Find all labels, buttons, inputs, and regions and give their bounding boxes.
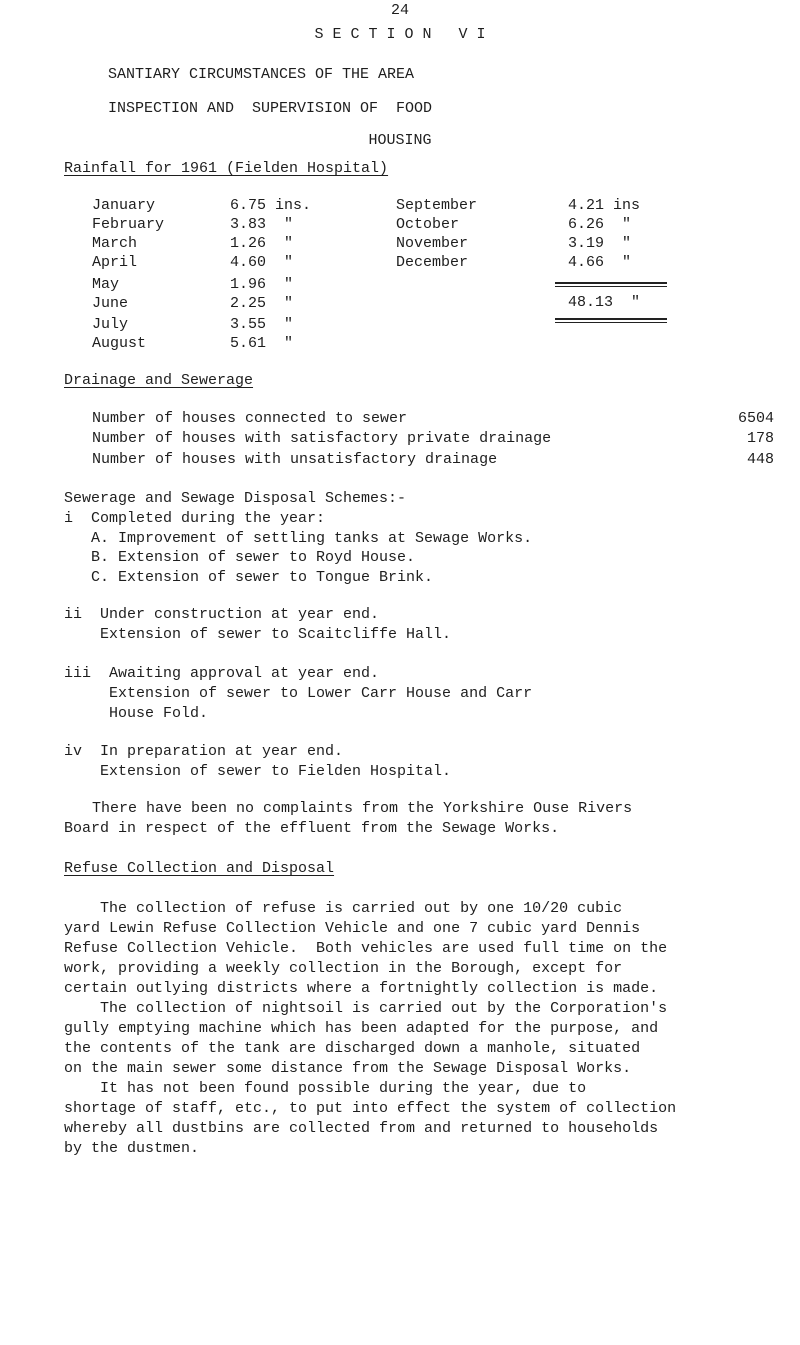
drainage-value: 178 — [747, 430, 775, 447]
refuse-line: gully emptying machine which has been adapted for the purpose, and — [64, 1020, 659, 1037]
complaints-line: There have been no complaints from the Yorkshire Ouse Rivers — [92, 800, 633, 817]
rain-month: February — [92, 216, 165, 233]
refuse-line: on the main sewer some distance from the Sewage Disposal Works. — [64, 1060, 632, 1077]
total-bottom-rule — [555, 318, 667, 323]
scheme-line: Extension of sewer to Scaitcliffe Hall. — [64, 626, 452, 643]
refuse-line: whereby all dustbins are collected from and returned to households — [64, 1120, 659, 1137]
scheme-line: A. Improvement of settling tanks at Sewage Works. — [64, 530, 533, 547]
rain-value: 6.75 ins. — [230, 197, 312, 214]
scheme-line: i Completed during the year: — [64, 510, 326, 527]
heading-sanitary-circumstances: SANTIARY CIRCUMSTANCES OF THE AREA — [108, 66, 415, 83]
rain-total: 48.13 " — [568, 294, 641, 311]
schemes-intro: Sewerage and Sewage Disposal Schemes:- — [64, 490, 407, 507]
scheme-line: House Fold. — [64, 705, 209, 722]
drainage-label: Number of houses with unsatisfactory drainage — [92, 451, 498, 468]
rain-month: August — [92, 335, 147, 352]
rain-value: 4.66 " — [568, 254, 632, 271]
rain-value: 3.55 " — [230, 316, 294, 333]
page-number: 24 — [390, 2, 409, 19]
scheme-line: iv In preparation at year end. — [64, 743, 344, 760]
refuse-line: shortage of staff, etc., to put into effect the system of collection — [64, 1100, 677, 1117]
drainage-value: 448 — [747, 451, 775, 468]
rain-month: May — [92, 276, 120, 293]
section-title: S E C T I O N V I — [314, 26, 486, 43]
drainage-label: Number of houses connected to sewer — [92, 410, 408, 427]
refuse-line: by the dustmen. — [64, 1140, 200, 1157]
heading-inspection-food: INSPECTION AND SUPERVISION OF FOOD — [108, 100, 433, 117]
rain-value: 3.19 " — [568, 235, 632, 252]
refuse-line: work, providing a weekly collection in the Borough, except for — [64, 960, 623, 977]
rain-month: January — [92, 197, 156, 214]
scheme-line: Extension of sewer to Fielden Hospital. — [64, 763, 452, 780]
rain-month: March — [92, 235, 138, 252]
refuse-title: Refuse Collection and Disposal — [64, 860, 335, 877]
rain-value: 6.26 " — [568, 216, 632, 233]
rain-month: June — [92, 295, 129, 312]
rain-value: 5.61 " — [230, 335, 294, 352]
total-top-rule — [555, 282, 667, 287]
rain-value: 4.21 ins — [568, 197, 641, 214]
rain-month: April — [92, 254, 138, 271]
rain-value: 1.26 " — [230, 235, 294, 252]
rain-month: November — [396, 235, 469, 252]
refuse-line: certain outlying districts where a fortnightly collection is made. — [64, 980, 659, 997]
refuse-line: Refuse Collection Vehicle. Both vehicles are used full time on the — [64, 940, 668, 957]
drainage-title: Drainage and Sewerage — [64, 372, 254, 389]
heading-housing: HOUSING — [368, 132, 432, 149]
rain-value: 3.83 " — [230, 216, 294, 233]
rain-value: 2.25 " — [230, 295, 294, 312]
rain-month: October — [396, 216, 460, 233]
refuse-line: the contents of the tank are discharged down a manhole, situated — [64, 1040, 641, 1057]
scheme-line: B. Extension of sewer to Royd House. — [64, 549, 416, 566]
rain-value: 4.60 " — [230, 254, 294, 271]
scheme-line: iii Awaiting approval at year end. — [64, 665, 380, 682]
rain-value: 1.96 " — [230, 276, 294, 293]
rainfall-title: Rainfall for 1961 (Fielden Hospital) — [64, 160, 389, 177]
refuse-line: It has not been found possible during the year, due to — [64, 1080, 587, 1097]
rain-month: December — [396, 254, 469, 271]
refuse-line: yard Lewin Refuse Collection Vehicle and one 7 cubic yard Dennis — [64, 920, 641, 937]
scheme-line: C. Extension of sewer to Tongue Brink. — [64, 569, 434, 586]
complaints-line: Board in respect of the effluent from the Sewage Works. — [64, 820, 560, 837]
refuse-line: The collection of nightsoil is carried out by the Corporation's — [64, 1000, 668, 1017]
scheme-line: Extension of sewer to Lower Carr House and Carr — [64, 685, 533, 702]
rain-month: September — [396, 197, 478, 214]
scheme-line: ii Under construction at year end. — [64, 606, 380, 623]
drainage-label: Number of houses with satisfactory private drainage — [92, 430, 552, 447]
refuse-line: The collection of refuse is carried out by one 10/20 cubic — [64, 900, 623, 917]
rain-month: July — [92, 316, 129, 333]
drainage-value: 6504 — [738, 410, 775, 427]
